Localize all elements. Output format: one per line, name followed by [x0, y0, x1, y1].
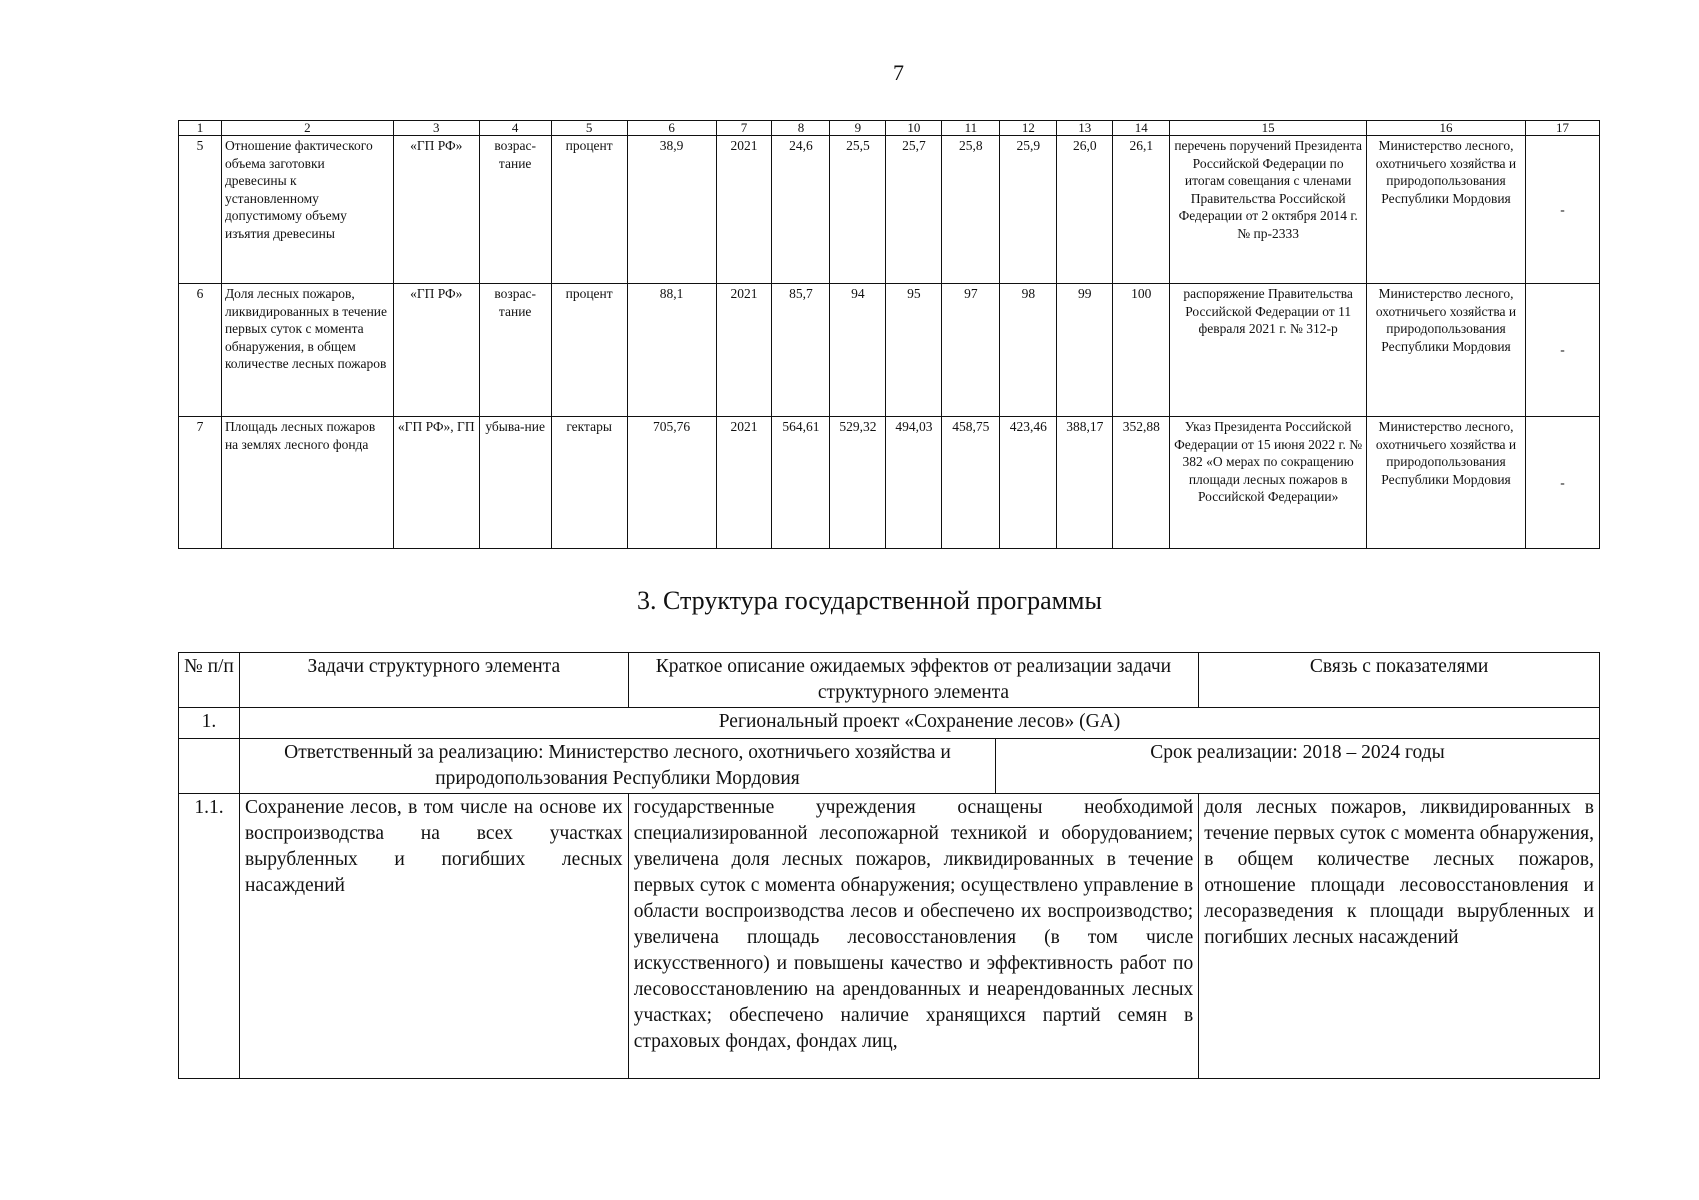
column-number: 12 [1000, 121, 1057, 136]
value-col-13: 99 [1057, 284, 1113, 417]
value-col-8: 564,61 [772, 417, 830, 549]
column-number: 5 [551, 121, 627, 136]
indicators-table [178, 120, 1600, 549]
base-value: 38,9 [627, 136, 716, 284]
value-col-10: 95 [886, 284, 942, 417]
responsible-body: Министерство лесного, охотничьего хозяйства и природопользования Республики Мордовия [1367, 136, 1526, 284]
basis-document: Указ Президента Российской Федерации от 15 июня 2022 г. № 382 «О мерах по сокращению площади лесных пожаров в Российской Федерации» [1170, 417, 1367, 549]
task-row [179, 794, 1600, 1079]
section-title: 3. Структура государственной программы [637, 586, 1102, 615]
value-col-9: 94 [830, 284, 886, 417]
structure-table [178, 652, 1600, 1079]
column-number: 11 [942, 121, 1000, 136]
column-number: 10 [886, 121, 942, 136]
responsible-executor: Ответственный за реализацию: Министерство лесного, охотничьего хозяйства и природопользования Республики Мордовия [240, 739, 996, 793]
responsible-row [179, 739, 1600, 794]
page-number: 7 [893, 60, 904, 85]
value-col-10: 25,7 [886, 136, 942, 284]
row-number: 6 [179, 284, 222, 417]
column-number: 6 [627, 121, 716, 136]
indicator-row [179, 136, 1600, 284]
column-number: 15 [1170, 121, 1367, 136]
value-col-11: 458,75 [942, 417, 1000, 549]
value-col-14: 352,88 [1113, 417, 1170, 549]
empty-cell [179, 739, 240, 794]
column-17-value: - [1525, 417, 1599, 549]
column-number: 9 [830, 121, 886, 136]
header-link: Связь с показателями [1199, 653, 1600, 708]
header-tasks: Задачи структурного элемента [239, 653, 628, 708]
column-number: 17 [1525, 121, 1599, 136]
task-text: Сохранение лесов, в том числе на основе их воспроизводства на всех участках вырубленных и погибших лесных насаждений [239, 794, 628, 1079]
task-indicator-link: доля лесных пожаров, ликвидированных в течение первых суток с момента обнаружения, в общем количестве лесных пожаров, отношение площади лесовосстановления и лесоразведения к площади вырубленных и погибших лесных насаждений [1199, 794, 1600, 1079]
basis-document: перечень поручений Президента Российской Федерации по итогам совещания с членами Правительства Российской Федерации от 2 октября 2014 г. № пр-2333 [1170, 136, 1367, 284]
column-number: 7 [716, 121, 772, 136]
column-number: 14 [1113, 121, 1170, 136]
indicator-level: «ГП РФ» [393, 136, 479, 284]
project-number: 1. [179, 708, 240, 739]
value-col-13: 26,0 [1057, 136, 1113, 284]
value-col-9: 529,32 [830, 417, 886, 549]
base-year: 2021 [716, 136, 772, 284]
column-number: 4 [479, 121, 551, 136]
value-col-10: 494,03 [886, 417, 942, 549]
value-col-12: 25,9 [1000, 136, 1057, 284]
column-number: 3 [393, 121, 479, 136]
indicator-name: Отношение фактического объема заготовки древесины к установленному допустимому объему изъятия древесины [221, 136, 393, 284]
indicator-row [179, 417, 1600, 549]
responsible-term-cell [239, 739, 1599, 794]
value-col-14: 26,1 [1113, 136, 1170, 284]
task-number: 1.1. [179, 794, 240, 1079]
row-number: 7 [179, 417, 222, 549]
value-col-11: 25,8 [942, 136, 1000, 284]
responsible-term-inner [240, 739, 1599, 793]
value-col-9: 25,5 [830, 136, 886, 284]
indicator-trend: убыва-ние [479, 417, 551, 549]
responsible-body: Министерство лесного, охотничьего хозяйства и природопользования Республики Мордовия [1367, 284, 1526, 417]
indicator-level: «ГП РФ», ГП [393, 417, 479, 549]
structure-header-row [179, 653, 1600, 708]
column-number-row [179, 121, 1600, 136]
basis-document: распоряжение Правительства Российской Федерации от 11 февраля 2021 г. № 312-р [1170, 284, 1367, 417]
base-value: 88,1 [627, 284, 716, 417]
base-year: 2021 [716, 417, 772, 549]
column-number: 13 [1057, 121, 1113, 136]
value-col-14: 100 [1113, 284, 1170, 417]
indicator-name: Площадь лесных пожаров на землях лесного фонда [221, 417, 393, 549]
project-row [179, 708, 1600, 739]
project-title: Региональный проект «Сохранение лесов» (GA) [239, 708, 1599, 739]
column-number: 2 [221, 121, 393, 136]
value-col-12: 98 [1000, 284, 1057, 417]
indicator-row [179, 284, 1600, 417]
column-17-value: - [1525, 136, 1599, 284]
task-effects: государственные учреждения оснащены необходимой специализированной лесопожарной техникой и оборудованием; увеличена доля лесных пожаров, ликвидированных в течение первых суток с момента обнаружения; осуществлено управление в области воспроизводства лесов и обеспечено их воспроизводство; увеличена площадь лесовосстановления (в том числе искусственного) и повышены качество и эффективность работ по лесовосстановлению на арендованных и неарендованных лесных участках; обеспечено наличие хранящихся партий семян в страховых фондах, фондах лиц, [628, 794, 1199, 1079]
indicator-unit: процент [551, 284, 627, 417]
base-value: 705,76 [627, 417, 716, 549]
column-number: 16 [1367, 121, 1526, 136]
indicator-name: Доля лесных пожаров, ликвидированных в течение первых суток с момента обнаружения, в общем количестве лесных пожаров [221, 284, 393, 417]
indicator-trend: возрас-тание [479, 136, 551, 284]
header-number: № п/п [179, 653, 240, 708]
indicator-trend: возрас-тание [479, 284, 551, 417]
value-col-11: 97 [942, 284, 1000, 417]
indicator-unit: процент [551, 136, 627, 284]
value-col-8: 85,7 [772, 284, 830, 417]
indicator-level: «ГП РФ» [393, 284, 479, 417]
value-col-12: 423,46 [1000, 417, 1057, 549]
implementation-term: Срок реализации: 2018 – 2024 годы [1150, 742, 1445, 763]
row-number: 5 [179, 136, 222, 284]
responsible-body: Министерство лесного, охотничьего хозяйства и природопользования Республики Мордовия [1367, 417, 1526, 549]
column-number: 1 [179, 121, 222, 136]
indicator-unit: гектары [551, 417, 627, 549]
base-year: 2021 [716, 284, 772, 417]
header-effects: Краткое описание ожидаемых эффектов от реализации задачи структурного элемента [628, 653, 1199, 708]
value-col-8: 24,6 [772, 136, 830, 284]
value-col-13: 388,17 [1057, 417, 1113, 549]
column-number: 8 [772, 121, 830, 136]
column-17-value: - [1525, 284, 1599, 417]
